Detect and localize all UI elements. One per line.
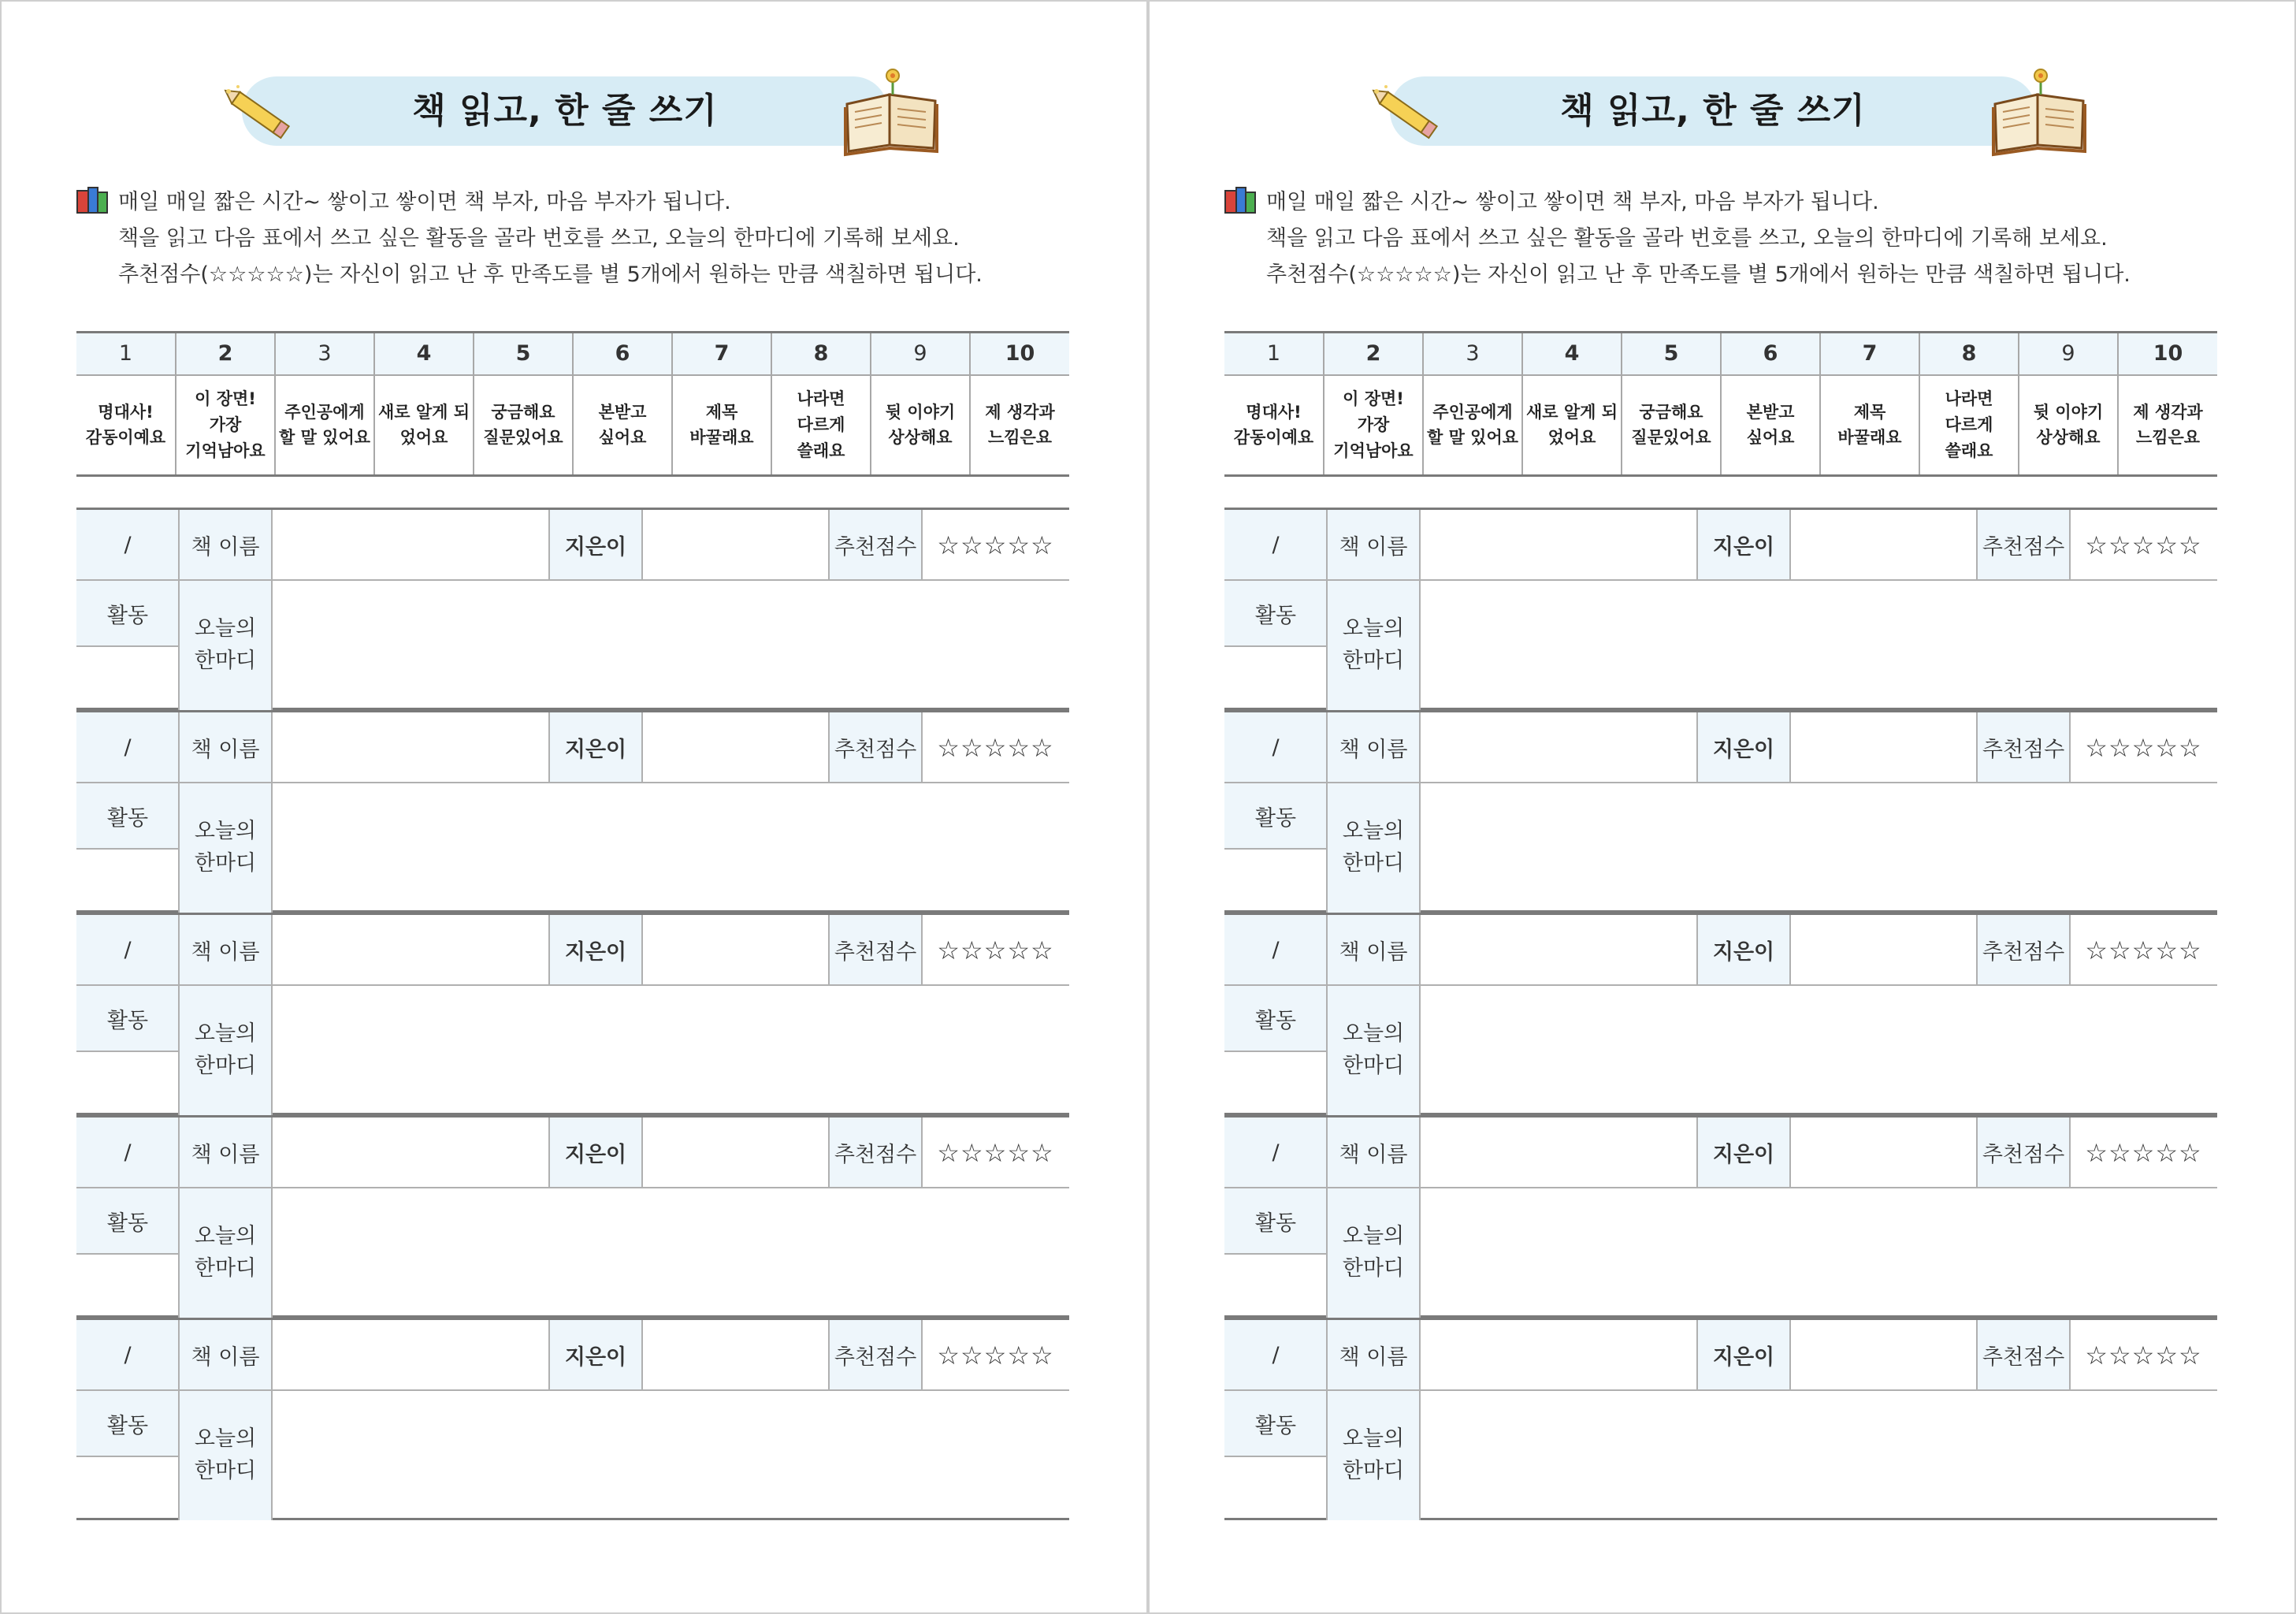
row-divider [76,1051,179,1052]
column-divider [1696,1118,1698,1188]
activity-number-field[interactable] [1224,1051,1327,1115]
instruction-line-2: 책을 읽고 다음 표에서 쓰고 싶은 활동을 골라 번호를 쓰고, 오늘의 한마디에 기록해 보세요. [118,226,960,251]
memo-label: 오늘의 한마디 [1327,783,1420,913]
instruction-line-3: 추천점수(☆☆☆☆☆)는 자신이 읽고 난 후 만족도를 별 5개에서 원하는 만큼 색칠하면 됩니다. [1266,262,2131,287]
row-divider [76,1253,179,1255]
author-label: 지은이 [1697,1320,1790,1390]
star-rating[interactable]: ☆☆☆☆☆ [2085,1137,2202,1168]
activity-number: 4 [1522,333,1622,375]
instruction-line-1: 매일 매일 짧은 시간~ 쌓이고 쌓이면 책 부자, 마음 부자가 됩니다. [118,190,731,214]
activity-number: 5 [474,333,573,375]
activity-label: 명대사! 감동이예요 [76,375,176,476]
activity-label: 나라면 다르게 쓸래요 [1919,375,2019,476]
activity-number: 1 [1224,333,1324,375]
book-title-label: 책 이름 [179,712,272,783]
memo-label: 오늘의 한마디 [1327,1390,1420,1520]
column-divider [1696,510,1698,580]
column-divider [548,712,550,783]
column-divider [828,1320,830,1390]
column-divider [1976,712,1978,783]
date-separator: / [1272,735,1280,760]
column-divider [178,1320,180,1520]
books-icon [74,184,110,216]
column-divider [921,712,923,783]
column-divider [1976,1118,1978,1188]
reading-record [1224,1115,2217,1318]
column-divider [641,915,643,985]
activity-label: 나라면 다르게 쓸래요 [771,375,871,476]
column-divider [1419,1118,1421,1318]
book-title-field[interactable] [1420,510,1697,580]
activity-label: 주인공에게 할 말 있어요 [1423,375,1522,476]
page-title: 책 읽고, 한 줄 쓰기 [412,91,718,131]
column-divider [641,510,643,580]
date-cell[interactable] [76,915,179,985]
reading-record [76,710,1069,913]
column-divider [271,1118,273,1318]
column-divider [1419,712,1421,913]
row-divider [1224,579,2217,581]
activity-number: 9 [871,333,970,375]
activity-number: 1 [76,333,176,375]
column-divider [1789,510,1791,580]
column-divider [641,712,643,783]
author-field[interactable] [1790,712,1977,783]
instruction-line-1: 매일 매일 짧은 시간~ 쌓이고 쌓이면 책 부자, 마음 부자가 됩니다. [1266,190,1879,214]
activity-number: 9 [2019,333,2118,375]
author-field[interactable] [1790,510,1977,580]
instruction-line-2: 책을 읽고 다음 표에서 쓰고 싶은 활동을 골라 번호를 쓰고, 오늘의 한마디에 기록해 보세요. [1266,226,2108,251]
score-label: 추천점수 [829,915,922,985]
date-cell[interactable] [1224,1118,1327,1188]
column-divider [1789,1320,1791,1390]
row-divider [1224,1456,1327,1457]
activity-number: 7 [672,333,771,375]
activity-label: 활동 [1224,580,1327,646]
column-divider [828,1118,830,1188]
activity-label: 주인공에게 할 말 있어요 [275,375,374,476]
column-divider [921,915,923,985]
column-divider [641,1320,643,1390]
author-label: 지은이 [1697,915,1790,985]
activity-number: 4 [374,333,474,375]
star-rating[interactable]: ☆☆☆☆☆ [2085,530,2202,560]
row-divider [76,1456,179,1457]
activity-label-row [76,375,1069,476]
date-separator: / [124,735,132,760]
book-title-field[interactable] [272,1118,549,1188]
reading-record [76,1115,1069,1318]
star-rating[interactable]: ☆☆☆☆☆ [937,1137,1054,1168]
memo-label: 오늘의 한마디 [179,985,272,1115]
activity-number-field[interactable] [76,849,179,913]
memo-label: 오늘의 한마디 [1327,1188,1420,1318]
column-divider [921,1118,923,1188]
activity-label: 활동 [1224,1188,1327,1254]
reading-record [1224,1318,2217,1520]
page-title: 책 읽고, 한 줄 쓰기 [1560,91,1866,131]
activity-label: 본받고 싶어요 [573,375,672,476]
book-title-field[interactable] [1420,915,1697,985]
row-divider [1224,1253,1327,1255]
column-divider [1326,712,1328,913]
activity-label-row [1224,375,2217,476]
activity-label: 제 생각과 느낌은요 [2118,375,2217,476]
row-divider [76,645,179,647]
row-divider [76,1187,1069,1188]
author-label: 지은이 [1697,712,1790,783]
memo-field[interactable] [1420,985,2217,1115]
memo-label: 오늘의 한마디 [1327,580,1420,710]
author-field[interactable] [642,1320,829,1390]
star-rating[interactable]: ☆☆☆☆☆ [937,530,1054,560]
author-field[interactable] [1790,1320,1977,1390]
score-label: 추천점수 [1977,1118,2070,1188]
column-divider [548,1320,550,1390]
activity-label: 활동 [76,1390,179,1456]
column-divider [641,1118,643,1188]
reading-record [76,508,1069,710]
activity-number: 8 [1919,333,2019,375]
activity-label: 활동 [1224,783,1327,849]
book-title-label: 책 이름 [179,510,272,580]
date-separator: / [1272,1140,1280,1165]
date-separator: / [1272,533,1280,557]
score-label: 추천점수 [1977,915,2070,985]
activity-number-field[interactable] [76,1051,179,1115]
star-rating[interactable]: ☆☆☆☆☆ [2085,935,2202,965]
memo-field[interactable] [1420,783,2217,913]
column-divider [548,1118,550,1188]
star-rating[interactable]: ☆☆☆☆☆ [937,935,1054,965]
column-divider [2069,1118,2071,1188]
column-divider [828,510,830,580]
reading-record [1224,913,2217,1115]
date-separator: / [1272,938,1280,962]
row-divider [76,579,1069,581]
author-label: 지은이 [1697,510,1790,580]
memo-field[interactable] [272,985,1069,1115]
column-divider [178,915,180,1115]
column-divider [1789,915,1791,985]
score-label: 추천점수 [1977,1320,2070,1390]
memo-field[interactable] [272,1390,1069,1520]
author-field[interactable] [642,915,829,985]
date-cell[interactable] [76,712,179,783]
author-field[interactable] [642,1118,829,1188]
row-divider [1224,1051,1327,1052]
activity-label: 활동 [76,580,179,646]
activity-label: 활동 [1224,985,1327,1051]
row-divider [76,848,179,850]
score-label: 추천점수 [1977,712,2070,783]
star-rating[interactable]: ☆☆☆☆☆ [2085,1340,2202,1370]
memo-label: 오늘의 한마디 [179,1390,272,1520]
author-label: 지은이 [549,712,642,783]
row-divider [1224,1187,2217,1188]
activity-number: 6 [573,333,672,375]
column-divider [2069,915,2071,985]
author-label: 지은이 [549,510,642,580]
activity-label: 이 장면! 가장 기억남아요 [176,375,275,476]
right-page [1148,0,2296,1614]
activity-label: 뒷 이야기 상상해요 [2019,375,2118,476]
column-divider [178,712,180,913]
reading-record [76,913,1069,1115]
activity-label: 새로 알게 되 었어요 [374,375,474,476]
activity-number: 3 [275,333,374,375]
memo-label: 오늘의 한마디 [1327,985,1420,1115]
memo-field[interactable] [272,1188,1069,1318]
row-divider [1224,782,2217,783]
column-divider [921,1320,923,1390]
date-cell[interactable] [76,510,179,580]
column-divider [271,510,273,710]
book-title-label: 책 이름 [1327,1118,1420,1188]
activity-label: 궁금해요 질문있어요 [474,375,573,476]
book-title-label: 책 이름 [1327,712,1420,783]
memo-label: 오늘의 한마디 [179,1188,272,1318]
row-divider [76,782,1069,783]
date-separator: / [1272,1343,1280,1367]
activity-label: 이 장면! 가장 기억남아요 [1324,375,1423,476]
books-icon [1222,184,1258,216]
memo-field[interactable] [272,580,1069,710]
author-field[interactable] [1790,915,1977,985]
column-divider [1976,1320,1978,1390]
date-separator: / [124,938,132,962]
book-title-field[interactable] [272,915,549,985]
activity-label: 활동 [76,783,179,849]
star-rating[interactable]: ☆☆☆☆☆ [937,1340,1054,1370]
row-divider [1224,984,2217,986]
activity-label: 새로 알게 되 었어요 [1522,375,1622,476]
column-divider [2069,1320,2071,1390]
activity-number-field[interactable] [76,1254,179,1318]
activity-label: 활동 [76,1188,179,1254]
column-divider [271,1320,273,1520]
score-label: 추천점수 [829,712,922,783]
activity-label: 제 생각과 느낌은요 [970,375,1069,476]
activity-label: 궁금해요 질문있어요 [1622,375,1721,476]
activity-key-table [1224,331,2217,477]
author-field[interactable] [1790,1118,1977,1188]
activity-label: 활동 [1224,1390,1327,1456]
date-cell[interactable] [1224,712,1327,783]
date-separator: / [124,1140,132,1165]
column-divider [548,510,550,580]
book-title-label: 책 이름 [1327,510,1420,580]
author-label: 지은이 [549,915,642,985]
date-separator: / [124,533,132,557]
column-divider [178,1118,180,1318]
activity-label: 제목 바꿀래요 [1820,375,1919,476]
activity-number: 2 [176,333,275,375]
memo-field[interactable] [1420,1188,2217,1318]
reading-record [76,1318,1069,1520]
activity-number: 10 [2118,333,2217,375]
book-title-label: 책 이름 [179,1320,272,1390]
activity-number: 7 [1820,333,1919,375]
row-divider [1224,848,1327,850]
score-label: 추천점수 [829,1118,922,1188]
row-divider [76,984,1069,986]
memo-field[interactable] [272,783,1069,913]
activity-number: 8 [771,333,871,375]
column-divider [271,712,273,913]
book-title-field[interactable] [1420,1118,1697,1188]
column-divider [1326,510,1328,710]
activity-label: 뒷 이야기 상상해요 [871,375,970,476]
activity-number-row [1224,333,2217,375]
column-divider [1976,510,1978,580]
date-cell[interactable] [76,1118,179,1188]
activity-number-field[interactable] [76,646,179,710]
score-label: 추천점수 [829,510,922,580]
column-divider [1696,915,1698,985]
activity-label: 명대사! 감동이예요 [1224,375,1324,476]
column-divider [1419,510,1421,710]
book-title-label: 책 이름 [179,1118,272,1188]
column-divider [1696,712,1698,783]
activity-label: 제목 바꿀래요 [672,375,771,476]
book-title-field[interactable] [1420,712,1697,783]
memo-field[interactable] [1420,580,2217,710]
memo-label: 오늘의 한마디 [179,580,272,710]
column-divider [1696,1320,1698,1390]
date-cell[interactable] [1224,1320,1327,1390]
activity-label: 활동 [76,985,179,1051]
column-divider [1789,712,1791,783]
book-title-label: 책 이름 [1327,915,1420,985]
activity-number-field[interactable] [1224,646,1327,710]
author-field[interactable] [642,712,829,783]
activity-number-field[interactable] [1224,1254,1327,1318]
column-divider [828,712,830,783]
column-divider [1419,915,1421,1115]
column-divider [1789,1118,1791,1188]
memo-label: 오늘의 한마디 [179,783,272,913]
reading-record [1224,508,2217,710]
author-field[interactable] [642,510,829,580]
column-divider [828,915,830,985]
book-title-field[interactable] [1420,1320,1697,1390]
column-divider [2069,712,2071,783]
activity-number: 10 [970,333,1069,375]
activity-number: 5 [1622,333,1721,375]
column-divider [1326,1118,1328,1318]
column-divider [2069,510,2071,580]
author-label: 지은이 [549,1118,642,1188]
star-rating[interactable]: ☆☆☆☆☆ [2085,732,2202,763]
activity-number-field[interactable] [1224,849,1327,913]
row-divider [1224,645,1327,647]
column-divider [1976,915,1978,985]
memo-field[interactable] [1420,1390,2217,1520]
date-cell[interactable] [76,1320,179,1390]
author-label: 지은이 [1697,1118,1790,1188]
activity-number-row [76,333,1069,375]
score-label: 추천점수 [829,1320,922,1390]
date-separator: / [124,1343,132,1367]
column-divider [1326,915,1328,1115]
date-cell[interactable] [1224,915,1327,985]
book-title-label: 책 이름 [179,915,272,985]
row-divider [76,1389,1069,1391]
activity-number-field[interactable] [1224,1456,1327,1520]
author-label: 지은이 [549,1320,642,1390]
activity-number-field[interactable] [76,1456,179,1520]
star-rating[interactable]: ☆☆☆☆☆ [937,732,1054,763]
column-divider [1419,1320,1421,1520]
row-divider [1224,1389,2217,1391]
book-title-field[interactable] [272,712,549,783]
column-divider [178,510,180,710]
book-title-field[interactable] [272,510,549,580]
date-cell[interactable] [1224,510,1327,580]
activity-key-table [76,331,1069,477]
activity-number: 2 [1324,333,1423,375]
column-divider [1326,1320,1328,1520]
column-divider [271,915,273,1115]
activity-number: 3 [1423,333,1522,375]
instruction-line-3: 추천점수(☆☆☆☆☆)는 자신이 읽고 난 후 만족도를 별 5개에서 원하는 만큼 색칠하면 됩니다. [118,262,983,287]
book-title-label: 책 이름 [1327,1320,1420,1390]
score-label: 추천점수 [1977,510,2070,580]
column-divider [548,915,550,985]
activity-label: 본받고 싶어요 [1721,375,1820,476]
reading-record [1224,710,2217,913]
column-divider [921,510,923,580]
book-title-field[interactable] [272,1320,549,1390]
activity-number: 6 [1721,333,1820,375]
